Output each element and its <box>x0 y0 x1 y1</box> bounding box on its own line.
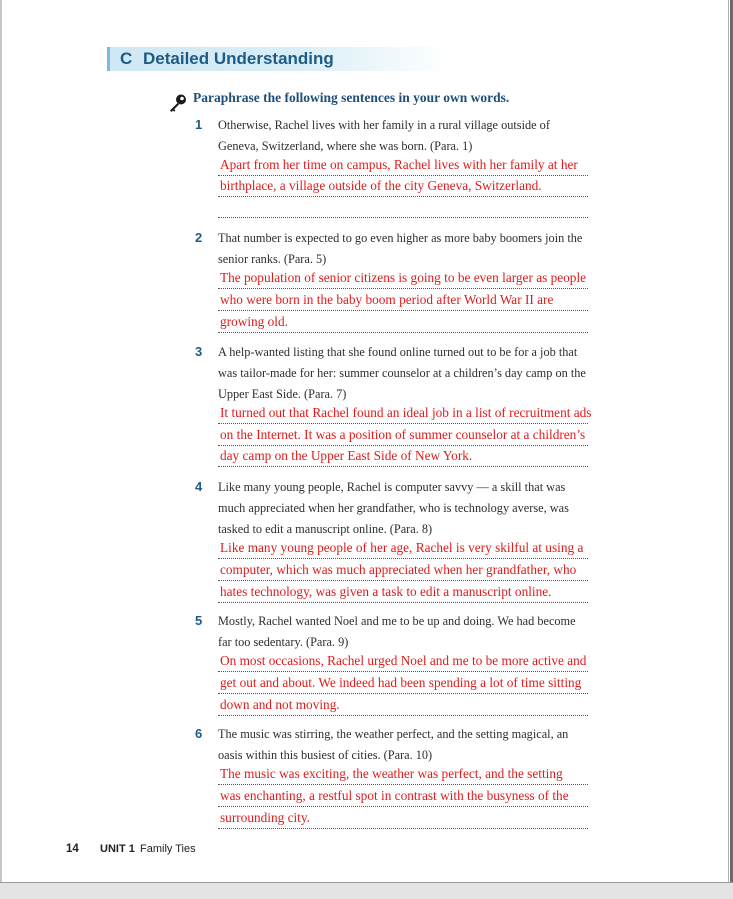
section-header <box>107 47 450 71</box>
answer-text: get out and about. We indeed had been spending a lot of time sitting <box>220 675 582 690</box>
item-number: 2 <box>195 230 203 245</box>
answer-text: down and not moving. <box>220 697 340 712</box>
answer-text: surrounding city. <box>220 810 310 825</box>
answer-text: birthplace, a village outside of the city Geneva, Switzerland. <box>220 178 542 193</box>
answer-text: It turned out that Rachel found an ideal job in a list of recruitment ads <box>220 405 592 420</box>
answer-text: Apart from her time on campus, Rachel lives with her family at her <box>220 157 578 172</box>
unit-title: Family Ties <box>140 843 196 855</box>
answer-text: computer, which was much appreciated when her grandfather, who <box>220 562 577 577</box>
page-number: 14 <box>66 843 79 855</box>
answer-text: day camp on the Upper East Side of New York. <box>220 448 473 463</box>
answer-text: Like many young people of her age, Rachel is very skilful at using a <box>220 540 584 555</box>
item-question: The music was stirring, the weather perfect, and the setting magical, an oasis within this busiest of cities. (Para. 10) <box>218 727 569 762</box>
section-letter: C <box>120 49 133 68</box>
answer-text: who were born in the baby boom period after World War II are <box>220 292 554 307</box>
item-question: Like many young people, Rachel is computer savvy — a skill that was much appreciated when her grandfather, who is technology averse, was tasked to edit a manuscript online. (Para. 8) <box>218 480 569 536</box>
answer-text: growing old. <box>220 314 288 329</box>
item-number: 5 <box>195 613 203 628</box>
instruction: Paraphrase the following sentences in your own words. <box>193 90 510 105</box>
unit-label: UNIT 1 <box>100 843 135 855</box>
item-question: That number is expected to go even higher as more baby boomers join the senior ranks. (Para. 5) <box>218 231 583 266</box>
item-number: 3 <box>195 344 203 359</box>
answer-text: The music was exciting, the weather was perfect, and the setting <box>220 766 563 781</box>
answer-text: On most occasions, Rachel urged Noel and me to be more active and <box>220 653 587 668</box>
answer-text: hates technology, was given a task to edit a manuscript online. <box>220 584 552 599</box>
answer-text: was enchanting, a restful spot in contrast with the busyness of the <box>220 788 569 803</box>
answer-text: on the Internet. It was a position of summer counselor at a children’s <box>220 427 586 442</box>
item-number: 1 <box>195 117 203 132</box>
answer-text: The population of senior citizens is going to be even larger as people <box>220 270 587 285</box>
viewer-bottom-bar <box>0 882 733 899</box>
key-icon <box>167 92 189 114</box>
page-right-border-inner <box>728 0 729 899</box>
page-left-border <box>0 0 2 899</box>
item-question: Otherwise, Rachel lives with her family in a rural village outside of Geneva, Switzerland, where she was born. (Para. 1) <box>218 118 550 153</box>
section-title: Detailed Understanding <box>143 49 334 68</box>
answer-line[interactable] <box>218 197 588 218</box>
item-question: A help-wanted listing that she found online turned out to be for a job that was tailor-made for her: summer counselor at a children’s day camp on the Upper East Side. (Para. 7) <box>218 345 586 401</box>
item-question: Mostly, Rachel wanted Noel and me to be up and doing. We had become far too sedentary. (Para. 9) <box>218 614 576 649</box>
item-number: 6 <box>195 726 203 741</box>
item-number: 4 <box>195 479 203 494</box>
